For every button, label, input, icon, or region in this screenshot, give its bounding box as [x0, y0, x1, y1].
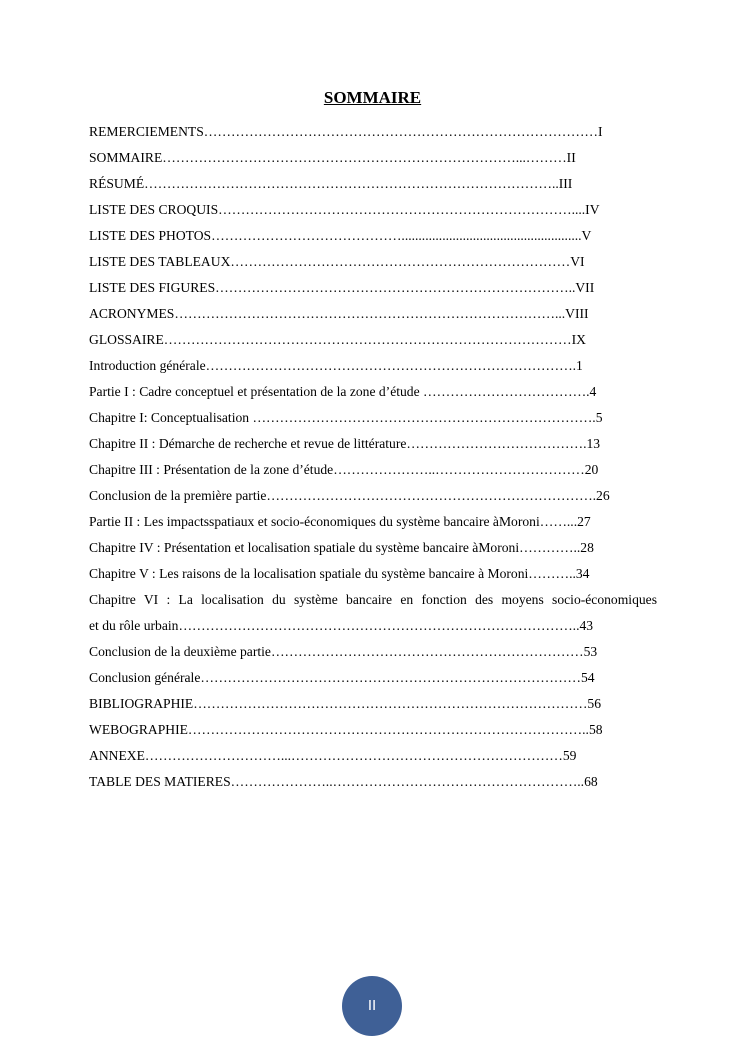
toc-entry-chapitre-6[interactable] [89, 590, 657, 642]
toc-entry-sommaire[interactable]: SOMMAIRE……………………………………………………………………...………II [89, 150, 576, 165]
toc-entry-chapitre-4[interactable]: Chapitre IV : Présentation et localisation spatiale du système bancaire àMoroni…………..28 [89, 540, 594, 555]
toc-entry-introduction[interactable]: Introduction générale……………………………………………………………………….1 [89, 358, 583, 373]
toc-entry-chapitre-6-line2: et du rôle urbain……………………………………………………………………………..43 [89, 618, 594, 633]
toc-entry-conclusion-generale[interactable]: Conclusion générale…………………………………………………………………………54 [89, 670, 595, 685]
toc-entry-glossaire[interactable]: GLOSSAIRE………………………………………………………………………………IX [89, 332, 586, 347]
table-of-contents [89, 122, 657, 798]
toc-entry-bibliographie[interactable]: BIBLIOGRAPHIE……………………………………………………………………………56 [89, 696, 602, 711]
toc-entry-chapitre-1[interactable]: Chapitre I: Conceptualisation ………………………………………………………………….5 [89, 410, 603, 425]
toc-entry-partie-1[interactable]: Partie I : Cadre conceptuel et présentation de la zone d’étude ……………………………….4 [89, 384, 597, 399]
toc-entry-liste-photos[interactable]: LISTE DES PHOTOS…………………………………….....................................................V [89, 228, 592, 243]
toc-entry-resume[interactable]: RÉSUMÉ………………………………………………………………………………..III [89, 176, 573, 191]
toc-entry-conclusion-partie-1[interactable]: Conclusion de la première partie……………………………………………………………….26 [89, 488, 610, 503]
toc-entry-remerciements[interactable]: REMERCIEMENTS……………………………………………………………………………I [89, 124, 603, 139]
toc-entry-conclusion-partie-2[interactable]: Conclusion de la deuxième partie……………………………………………………………53 [89, 644, 598, 659]
toc-entry-chapitre-5[interactable]: Chapitre V : Les raisons de la localisation spatiale du système bancaire à Moroni………..34 [89, 566, 590, 581]
toc-entry-acronymes[interactable]: ACRONYMES…………………………………………………………………………...VIII [89, 306, 589, 321]
toc-entry-chapitre-2[interactable]: Chapitre II : Démarche de recherche et revue de littérature………………………………….13 [89, 436, 601, 451]
toc-entry-partie-2[interactable]: Partie II : Les impactsspatiaux et socio-économiques du système bancaire àMoroni……...27 [89, 514, 591, 529]
toc-entry-liste-tableaux[interactable]: LISTE DES TABLEAUX…………………………………………………………………VI [89, 254, 585, 269]
page-title: SOMMAIRE [323, 88, 422, 107]
toc-entry-webographie[interactable]: WEBOGRAPHIE……………………………………………………………………………..58 [89, 722, 603, 737]
toc-entry-liste-figures[interactable]: LISTE DES FIGURES……………………………………………………………………..VII [89, 280, 595, 295]
toc-entry-liste-croquis[interactable]: LISTE DES CROQUIS……………………………………………………………………....IV [89, 202, 600, 217]
page-number-badge: II [342, 976, 402, 1036]
toc-entry-chapitre-3[interactable]: Chapitre III : Présentation de la zone d’étude…………………..……………………………20 [89, 462, 599, 477]
toc-entry-chapitre-6-line1: Chapitre VI : La localisation du système bancaire en fonction des moyens socio-économiques [89, 592, 657, 607]
toc-entry-annexe[interactable]: ANNEXE…………………………...……………………………………………………59 [89, 748, 577, 763]
toc-entry-table-matieres[interactable]: TABLE DES MATIERES…………………..………………………………………………..68 [89, 774, 598, 789]
